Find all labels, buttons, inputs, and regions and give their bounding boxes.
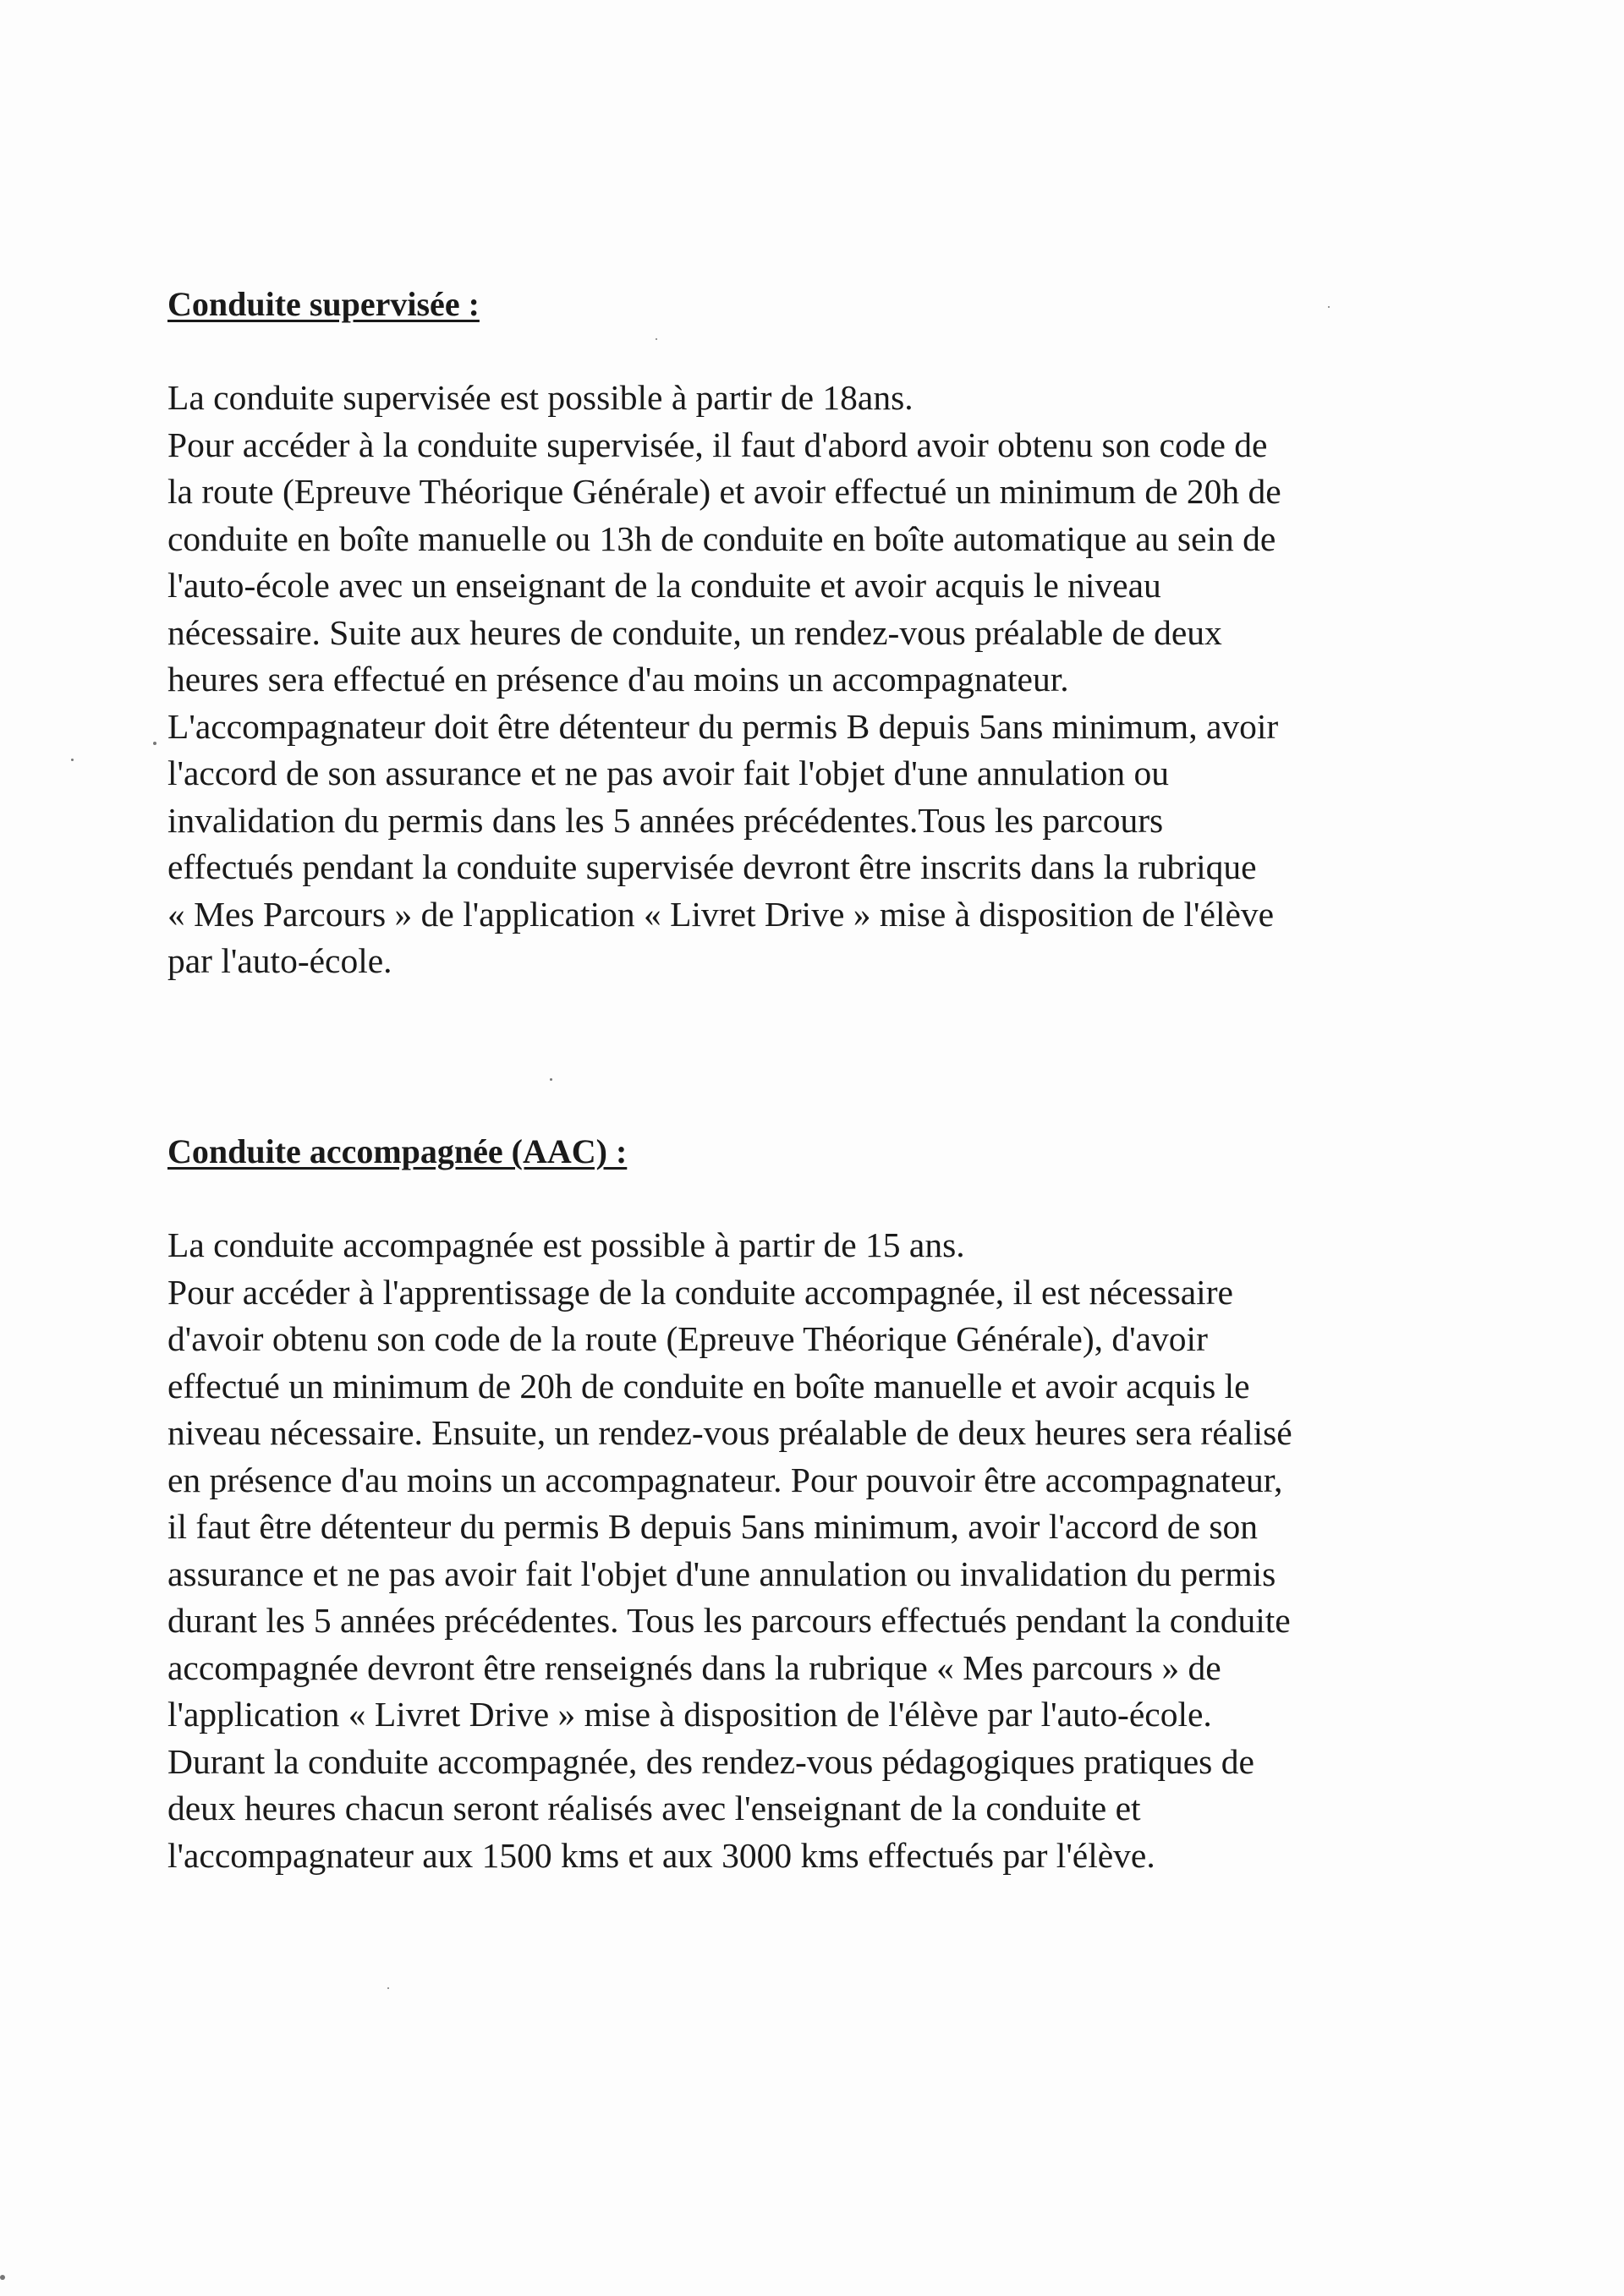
- text-line: L'accompagnateur doit être détenteur du permis B depuis 5ans minimum, avoir: [167, 706, 1279, 746]
- section-heading: Conduite supervisée :: [167, 285, 480, 323]
- scan-speck: [0, 2275, 5, 2280]
- text-line: effectués pendant la conduite supervisée devront être inscrits dans la rubrique: [167, 847, 1257, 886]
- text-line: Pour accéder à l'apprentissage de la conduite accompagnée, il est nécessaire: [167, 1272, 1233, 1312]
- scan-speck: [71, 759, 74, 761]
- text-line: « Mes Parcours » de l'application « Livret Drive » mise à disposition de l'élève: [167, 894, 1275, 934]
- section-heading: Conduite accompagnée (AAC) :: [167, 1132, 628, 1170]
- text-line: durant les 5 années précédentes. Tous les parcours effectués pendant la conduite: [167, 1601, 1291, 1640]
- text-line: effectué un minimum de 20h de conduite en boîte manuelle et avoir acquis le: [167, 1366, 1250, 1406]
- scan-speck: [1328, 306, 1330, 308]
- scan-speck: [387, 1987, 389, 1989]
- text-line: deux heures chacun seront réalisés avec l'enseignant de la conduite et: [167, 1789, 1141, 1827]
- text-line: l'auto-école avec un enseignant de la conduite et avoir acquis le niveau: [167, 566, 1161, 605]
- text-line: d'avoir obtenu son code de la route (Epreuve Théorique Générale), d'avoir: [167, 1319, 1208, 1358]
- text-line: heures sera effectué en présence d'au moins un accompagnateur.: [167, 660, 1069, 699]
- text-line: accompagnée devront être renseignés dans la rubrique « Mes parcours » de: [167, 1647, 1221, 1687]
- text-line: Pour accéder à la conduite supervisée, il faut d'abord avoir obtenu son code de: [167, 425, 1268, 464]
- text-line: nécessaire. Suite aux heures de conduite, un rendez-vous préalable de deux: [167, 612, 1222, 652]
- text-line: invalidation du permis dans les 5 années précédentes.Tous les parcours: [167, 800, 1164, 840]
- text-line: en présence d'au moins un accompagnateur. Pour pouvoir être accompagnateur,: [167, 1460, 1283, 1499]
- section-paragraph: [167, 1222, 1487, 1879]
- text-line: il faut être détenteur du permis B depuis 5ans minimum, avoir l'accord de son: [167, 1507, 1259, 1546]
- section-paragraph: [167, 375, 1487, 985]
- text-line: assurance et ne pas avoir fait l'objet d'une annulation ou invalidation du permis: [167, 1553, 1276, 1593]
- text-line: conduite en boîte manuelle ou 13h de conduite en boîte automatique au sein de: [167, 518, 1276, 558]
- scan-speck: [153, 742, 156, 745]
- text-line: La conduite accompagnée est possible à partir de 15 ans.: [167, 1225, 965, 1264]
- text-line: l'accompagnateur aux 1500 kms et aux 3000 kms effectués par l'élève.: [167, 1835, 1155, 1875]
- scan-speck: [656, 338, 657, 340]
- text-line: niveau nécessaire. Ensuite, un rendez-vous préalable de deux heures sera réalisé: [167, 1413, 1292, 1452]
- text-line: La conduite supervisée est possible à partir de 18ans.: [167, 378, 914, 417]
- scan-speck: [550, 1078, 552, 1081]
- text-line: la route (Epreuve Théorique Générale) et avoir effectué un minimum de 20h de: [167, 472, 1281, 511]
- text-line: l'application « Livret Drive » mise à disposition de l'élève par l'auto-école.: [167, 1695, 1212, 1734]
- section-conduite-accompagnee: [167, 1131, 1487, 1879]
- text-line: Durant la conduite accompagnée, des rendez-vous pédagogiques pratiques de: [167, 1741, 1254, 1781]
- text-line: par l'auto-école.: [167, 941, 392, 980]
- section-conduite-supervisee: [167, 283, 1487, 985]
- text-line: l'accord de son assurance et ne pas avoir fait l'objet d'une annulation ou: [167, 753, 1170, 792]
